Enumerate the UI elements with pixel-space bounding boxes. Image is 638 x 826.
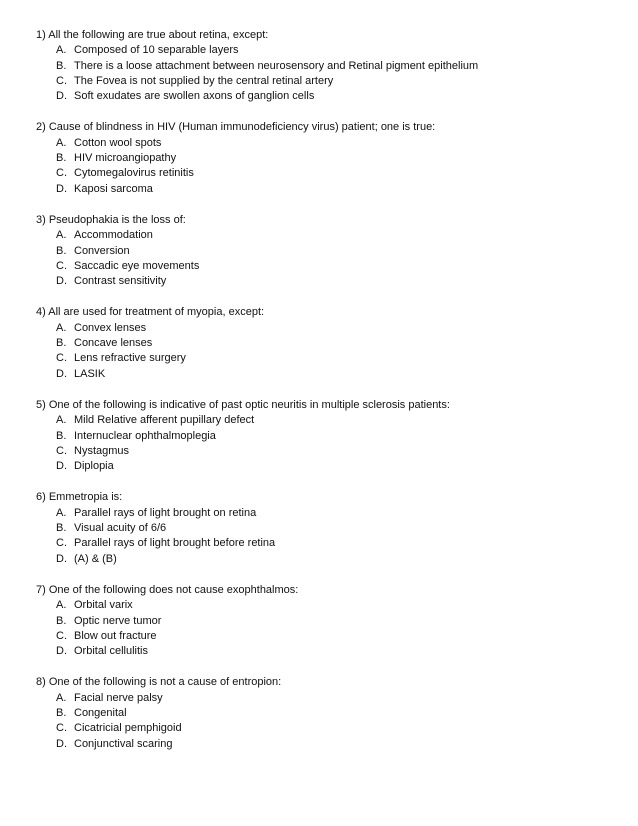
answer-options <box>36 43 618 104</box>
option-text: Soft exudates are swollen axons of ganglion cells <box>74 90 315 103</box>
answer-options <box>36 506 618 567</box>
answer-option <box>36 136 618 151</box>
option-text: Facial nerve palsy <box>74 691 163 704</box>
option-text: Contrast sensitivity <box>74 275 167 288</box>
answer-option <box>36 552 618 567</box>
answer-option <box>36 413 618 428</box>
option-text: Orbital varix <box>74 599 133 612</box>
question-block <box>36 583 618 659</box>
option-text: Diplopia <box>74 460 114 473</box>
option-text: There is a loose attachment between neurosensory and Retinal pigment epithelium <box>74 59 479 72</box>
answer-option <box>36 644 618 659</box>
option-letter: D. <box>56 367 67 380</box>
option-text: Orbital cellulitis <box>74 645 148 658</box>
answer-option <box>36 274 618 289</box>
option-text: Cytomegalovirus retinitis <box>74 167 194 180</box>
option-letter: B. <box>56 337 67 350</box>
answer-options <box>36 598 618 659</box>
question-block <box>36 675 618 751</box>
option-letter: B. <box>56 706 67 719</box>
answer-option <box>36 89 618 104</box>
option-text: Blow out fracture <box>74 629 157 642</box>
answer-option <box>36 444 618 459</box>
option-letter: B. <box>56 522 67 535</box>
option-letter: A. <box>56 136 67 149</box>
answer-option <box>36 166 618 181</box>
answer-options <box>36 413 618 474</box>
answer-option <box>36 367 618 382</box>
option-letter: C. <box>56 629 67 642</box>
option-letter: B. <box>56 429 67 442</box>
option-text: Kaposi sarcoma <box>74 182 153 195</box>
option-text: Lens refractive surgery <box>74 352 186 365</box>
question-block <box>36 213 618 289</box>
option-text: Cicatricial pemphigoid <box>74 722 182 735</box>
question-text: 5) One of the following is indicative of past optic neuritis in multiple sclerosis patients: <box>36 398 450 411</box>
question-text: 7) One of the following does not cause exophthalmos: <box>36 583 299 596</box>
option-text: Composed of 10 separable layers <box>74 44 239 57</box>
option-letter: A. <box>56 506 67 519</box>
question-text: 6) Emmetropia is: <box>36 491 123 504</box>
question-block <box>36 490 618 566</box>
option-letter: D. <box>56 552 67 565</box>
answer-option <box>36 244 618 259</box>
answer-option <box>36 598 618 613</box>
option-letter: B. <box>56 614 67 627</box>
option-text: Congenital <box>74 706 127 719</box>
answer-option <box>36 506 618 521</box>
answer-option <box>36 74 618 89</box>
answer-options <box>36 691 618 752</box>
option-letter: C. <box>56 537 67 550</box>
option-text: Convex lenses <box>74 321 147 334</box>
option-letter: C. <box>56 444 67 457</box>
option-letter: D. <box>56 275 67 288</box>
answer-options <box>36 321 618 382</box>
option-letter: C. <box>56 259 67 272</box>
option-letter: A. <box>56 691 67 704</box>
option-text: HIV microangiopathy <box>74 152 177 165</box>
option-letter: A. <box>56 229 67 242</box>
option-letter: D. <box>56 460 67 473</box>
question-text: 8) One of the following is not a cause of entropion: <box>36 676 282 689</box>
answer-option <box>36 151 618 166</box>
question-block <box>36 305 618 381</box>
answer-option <box>36 321 618 336</box>
answer-option <box>36 228 618 243</box>
option-text: (A) & (B) <box>74 552 117 565</box>
answer-option <box>36 521 618 536</box>
answer-option <box>36 629 618 644</box>
option-text: Conversion <box>74 244 130 257</box>
answer-option <box>36 429 618 444</box>
option-letter: B. <box>56 152 67 165</box>
question-block <box>36 28 618 104</box>
answer-option <box>36 336 618 351</box>
option-letter: D. <box>56 182 67 195</box>
option-letter: C. <box>56 167 67 180</box>
question-text: 2) Cause of blindness in HIV (Human immunodeficiency virus) patient; one is true: <box>36 121 436 134</box>
option-text: The Fovea is not supplied by the central retinal artery <box>74 74 334 87</box>
option-letter: A. <box>56 321 67 334</box>
option-letter: D. <box>56 645 67 658</box>
question-text: 3) Pseudophakia is the loss of: <box>36 213 186 226</box>
option-text: Accommodation <box>74 229 153 242</box>
answer-option <box>36 706 618 721</box>
option-letter: C. <box>56 722 67 735</box>
option-letter: A. <box>56 44 67 57</box>
option-text: LASIK <box>74 367 106 380</box>
option-letter: A. <box>56 414 67 427</box>
answer-option <box>36 691 618 706</box>
option-letter: D. <box>56 737 67 750</box>
option-letter: A. <box>56 599 67 612</box>
option-text: Saccadic eye movements <box>74 259 200 272</box>
question-text: 1) All the following are true about retina, except: <box>36 29 269 41</box>
option-text: Conjunctival scaring <box>74 737 173 750</box>
answer-options <box>36 136 618 197</box>
question-block <box>36 120 618 196</box>
option-text: Parallel rays of light brought on retina <box>74 506 257 519</box>
option-letter: C. <box>56 74 67 87</box>
answer-option <box>36 182 618 197</box>
option-letter: D. <box>56 90 67 103</box>
option-text: Nystagmus <box>74 444 130 457</box>
option-text: Cotton wool spots <box>74 136 162 149</box>
answer-option <box>36 536 618 551</box>
option-text: Parallel rays of light brought before retina <box>74 537 276 550</box>
option-text: Internuclear ophthalmoplegia <box>74 429 216 442</box>
option-text: Optic nerve tumor <box>74 614 162 627</box>
option-letter: B. <box>56 59 67 72</box>
answer-option <box>36 614 618 629</box>
answer-option <box>36 59 618 74</box>
answer-option <box>36 259 618 274</box>
option-text: Mild Relative afferent pupillary defect <box>74 414 255 427</box>
question-block <box>36 398 618 474</box>
option-text: Visual acuity of 6/6 <box>74 522 167 535</box>
answer-option <box>36 737 618 752</box>
option-letter: B. <box>56 244 67 257</box>
answer-options <box>36 228 618 289</box>
answer-option <box>36 351 618 366</box>
question-text: 4) All are used for treatment of myopia, except: <box>36 306 265 319</box>
answer-option <box>36 721 618 736</box>
option-letter: C. <box>56 352 67 365</box>
answer-option <box>36 43 618 58</box>
answer-option <box>36 459 618 474</box>
option-text: Concave lenses <box>74 337 153 350</box>
